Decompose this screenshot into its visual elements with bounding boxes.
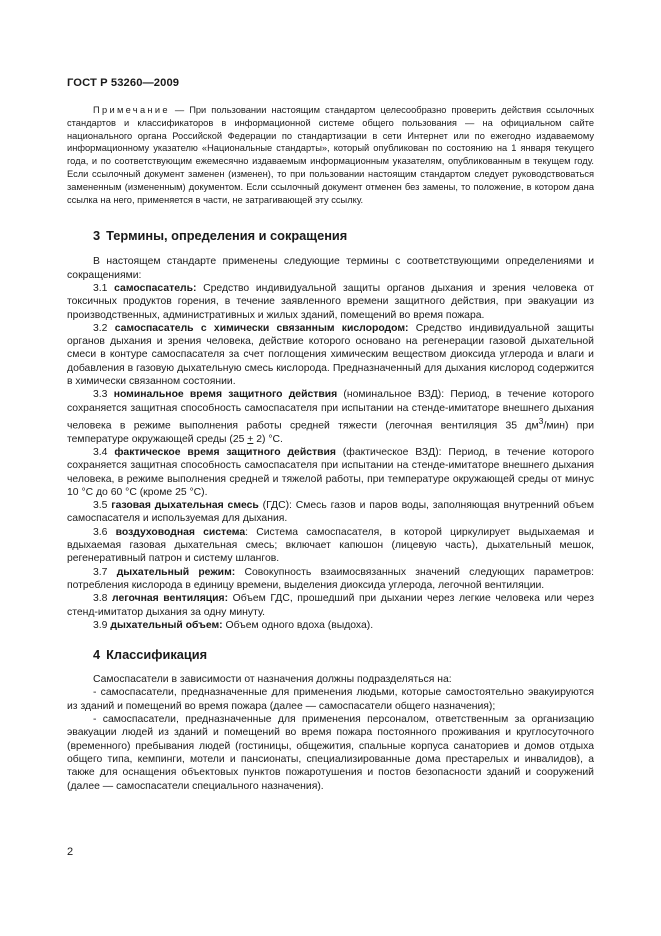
term-name: дыхательный объем: [110, 619, 223, 631]
note-paragraph [67, 104, 594, 206]
section-3-number: 3 [93, 228, 101, 244]
term-definition: Средство индивидуальной защиты органов дыхания и зрения человека, действие которого основано на регенерации газовой дыхательной смеси в контуре самоспасателя за счет поглощения химическим веществом диоксида углерода и влаги и добавления в газовую дыхательную смесь кислорода. Предназначенный для дыхания кислород содержится в химически связанном состоянии. [67, 322, 594, 388]
term-number: 3.9 [93, 619, 108, 631]
term-definition: (номинальное ВЗД): Период, в течение которого сохраняется защитная способность самоспасателя при испытании на стенде-имитаторе внешнего дыхания человека в режиме выполнения работы средней тяжести (легочная вентиляция 35 дм [67, 389, 594, 432]
term-definition: : Система самоспасателя, в которой циркулирует выдыхаемая и вдыхаемая газовая дыхательная смесь; включает капюшон (лицевую часть), дыхательный мешок, регенеративный патрон и систему шлангов. [67, 526, 595, 565]
term-3-8 [67, 592, 594, 619]
term-name: самоспасатель с химически связанным кислородом: [114, 322, 409, 334]
term-name: дыхательный режим: [116, 566, 236, 578]
superscript-3: 3 [538, 415, 544, 426]
term-3-3 [67, 388, 594, 446]
term-number: 3.5 [93, 500, 108, 512]
note-label: Примечание [93, 105, 170, 115]
section-4-paragraph: - самоспасатели, предназначенные для применения персоналом, ответственным за организацию эвакуации людей из зданий и помещений во время пожара постоянного проживания и круглосуточного (временного) пребывания людей (гостиницы, общежития, спальные корпуса санаториев и домов отдыха общего типа, кемпинги, мотели и пансионаты, специализированные дома престарелых и инвалидов), а также для оснащения объектовых пунктов пожаротушения и постов безопасности зданий и сооружений (далее — самоспасатели специального назначения). [67, 714, 594, 792]
term-3-2 [67, 322, 594, 388]
term-number: 3.8 [93, 593, 108, 605]
term-number: 3.4 [93, 447, 108, 458]
term-name: номинальное время защитного действия [113, 389, 338, 401]
term-definition: Средство индивидуальной защиты органов дыхания и зрения человека от токсичных продуктов горения, в течение заявленного времени защитного действия, при эвакуации из производственных, административных и жилых зданий, помещений во время пожара. [67, 282, 594, 321]
term-3-4 [67, 446, 594, 499]
section-4-number: 4 [93, 647, 101, 663]
term-3-7 [67, 566, 594, 593]
section-4-paragraph: - самоспасатели, предназначенные для применения людьми, которые самостоятельно эвакуируются из зданий и помещений во время пожара (далее — самоспасатели общего назначения); [67, 687, 594, 712]
term-definition: (ГДС): Смесь газов и паров воды, заполняющая внутренний объем самоспасателя и используемая для дыхания. [67, 500, 594, 525]
term-name: газовая дыхательная смесь [111, 500, 259, 512]
term-number: 3.2 [93, 322, 108, 334]
term-number: 3.7 [93, 566, 108, 578]
term-definition: Объем одного вдоха (выдоха). [222, 619, 374, 631]
page-content [67, 104, 594, 793]
term-definition-cont: /мин) при температуре окружающей среды (25 [67, 420, 594, 445]
term-number: 3.6 [93, 526, 108, 538]
term-definition-end: 2) °С. [253, 433, 283, 445]
section-4-paragraph: Самоспасатели в зависимости от назначения должны подразделяться на: [93, 674, 452, 686]
term-name: воздуховодная система [115, 526, 246, 538]
term-3-9 [67, 619, 594, 632]
note-text: — При пользовании настоящим стандартом целесообразно проверить действия ссылочных стандартов и классификаторов в информационной системе общего пользования — на официальном сайте национального органа Российской Федерации по стандартизации в сети Интернет или по ежегодно издаваемому информационному указателю «Национальные стандарты», который опубликован по состоянию на 1 января текущего года, и по соответствующим ежемесячно издаваемым информационным указателям, опубликованным в текущем году. Если ссылочный документ заменен (изменен), то при пользовании настоящим стандартом следует руководствоваться замененным (измененным) документом. Если ссылочный документ отменен без замены, то положение, в котором дана ссылка на него, применяется в части, не затрагивающей эту ссылку. [67, 105, 594, 205]
term-number: 3.3 [93, 389, 108, 401]
page-number: 2 [67, 846, 74, 858]
section-4-title: Классификация [106, 647, 208, 663]
term-definition: Совокупность взаимосвязанных значений следующих параметров: потребления кислорода в единицу времени, выделения диоксида углерода, легочной вентиляции. [67, 566, 594, 591]
document-header: ГОСТ Р 53260—2009 [67, 77, 180, 89]
section-4-heading [67, 647, 594, 662]
term-3-1 [67, 282, 594, 322]
term-name: самоспасатель: [114, 282, 197, 294]
section-3-title: Термины, определения и сокращения [106, 228, 348, 244]
term-name: фактическое время защитного действия [114, 447, 336, 458]
plus-minus-sign: + [247, 433, 254, 445]
term-3-5 [67, 499, 594, 526]
term-3-6 [67, 526, 594, 566]
section-3-heading [67, 228, 594, 243]
term-definition: Объем ГДС, прошедший при дыхании через легкие человека или через стенд-имитатор дыхания за одну минуту. [67, 593, 594, 618]
term-number: 3.1 [93, 282, 108, 294]
section-3-intro: В настоящем стандарте применены следующие термины с соответствующими определениями и сокращениями: [67, 256, 594, 281]
term-definition: (фактическое ВЗД): Период, в течение которого сохраняется защитная способность самоспасателя при испытании на стенде-имитаторе внешнего дыхания человека, в режиме выполнения средней и тяжелой работы, при температуре окружающей среды от минус 10 °С до 60 °С (кроме 25 °С). [67, 447, 594, 498]
term-name: легочная вентиляция: [112, 593, 229, 605]
